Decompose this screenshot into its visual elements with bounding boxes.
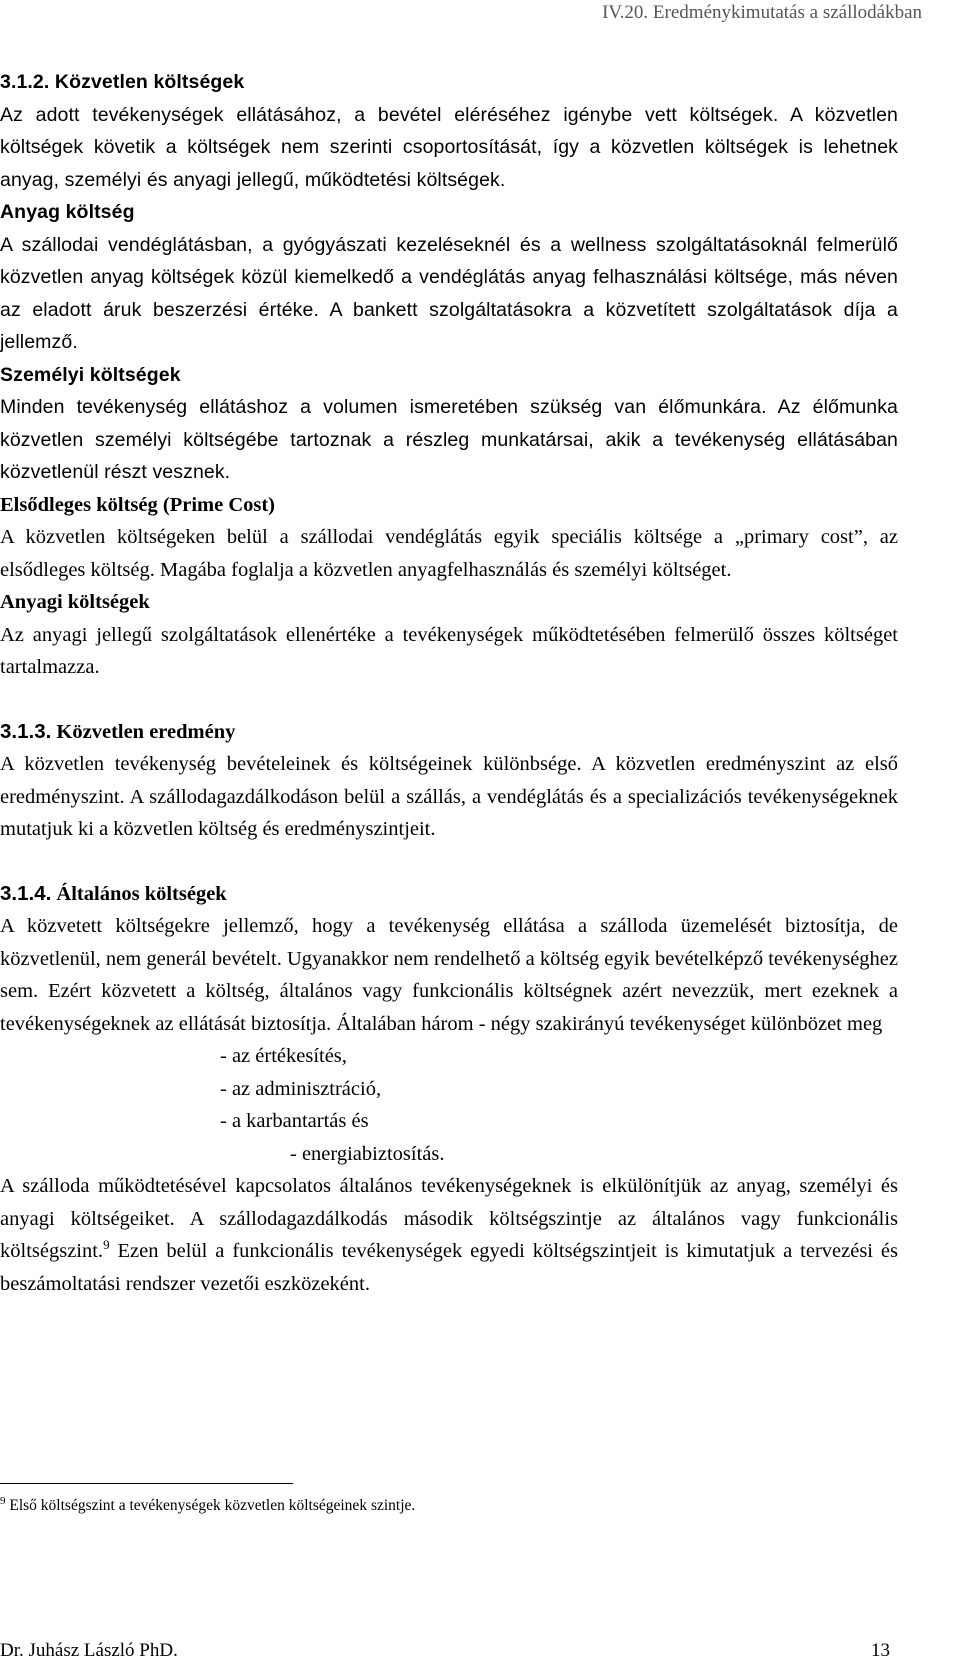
paragraph-closing bbox=[0, 1170, 898, 1300]
section-heading-3-1-4 bbox=[0, 878, 898, 911]
closing-text-part-2: Ezen belül a funkcionális tevékenységek egyedi költségszintjeit is kimutatjuk a tervezési és beszámoltatási rendszer vezetői eszközeként. bbox=[0, 1240, 898, 1295]
subheading-anyag-koltseg: Anyag költség bbox=[0, 201, 135, 223]
paragraph-prime-cost: A közvetlen költségeken belül a szállodai vendéglátás egyik speciális költsége a „primary cost”, az elsődleges költség. Magába foglalja a közvetlen anyagfelhasználás és személyi költséget. bbox=[0, 526, 898, 581]
subheading-szemelyi-koltsegek: Személyi költségek bbox=[0, 363, 181, 386]
footnote-mark: 9 bbox=[0, 1494, 6, 1507]
section-heading-3-1-2 bbox=[0, 66, 898, 99]
paragraph-kozvetlen-eredmeny: A közvetlen tevékenység bevételeinek és költségeinek különbsége. A közvetlen eredményszint az első eredményszint. A szállodagazdálkodáson belül a szállás, a vendéglátás és a specializációs tevékenységeknek mutatjuk ki a közvetlen költség és eredményszintjeit. bbox=[0, 753, 898, 840]
section-heading-3-1-3 bbox=[0, 716, 898, 749]
running-header: IV.20. Eredménykimutatás a szállodákban bbox=[602, 2, 922, 23]
section-gap bbox=[0, 846, 898, 878]
list-item: - az értékesítés, bbox=[220, 1045, 347, 1067]
list-item: - az adminisztráció, bbox=[220, 1077, 382, 1100]
paragraph-kozvetlen-koltsegek: Az adott tevékenységek ellátásához, a bevétel eléréséhez igénybe vett költségek. A közvetlen költségek követik a költségek nem szerinti csoportosítását, így a közvetlen költségek is lehetnek anyag, személyi és anyagi jellegű, működtetési költségek. bbox=[0, 103, 898, 191]
footer-author: Dr. Juhász László PhD. bbox=[0, 1640, 178, 1661]
list-item: - a karbantartás és bbox=[220, 1110, 369, 1132]
footnote-reference[interactable]: 9 bbox=[103, 1237, 110, 1253]
paragraph-altalanos-koltsegek: A közvetett költségekre jellemző, hogy a tevékenység ellátása a szálloda üzemelését biztosítja, de közvetlenül, nem generál bevételt. Ugyanakkor nem rendelhető a költség egyik bevételképző tevékenységhez sem. Ezért közvetett a költség, általános vagy funkcionális költségnek azért nevezzük, mert ezeknek a tevékenységeknek az ellátását biztosítja. Általában három - négy szakirányú tevékenységet különbözet meg bbox=[0, 915, 898, 1035]
list-item: - energiabiztosítás. bbox=[290, 1142, 445, 1165]
subheading-anyagi-koltsegek: Anyagi költségek bbox=[0, 591, 150, 613]
section-gap bbox=[0, 684, 898, 716]
footnote-separator bbox=[0, 1483, 293, 1484]
page-number: 13 bbox=[871, 1640, 890, 1661]
section-title: Közvetlen költségek bbox=[54, 71, 245, 93]
paragraph-szemelyi-koltsegek: Minden tevékenység ellátáshoz a volumen ismeretében szükség van élőmunkára. Az élőmunka közvetlen személyi költségébe tartoznak a részleg munkatársai, akik a tevékenység ellátásában közvetlenül részt vesznek. bbox=[0, 396, 898, 483]
section-number: 3.1.2. bbox=[0, 71, 50, 93]
paragraph-anyag-koltseg: A szállodai vendéglátásban, a gyógyászati kezeléseknél és a wellness szolgáltatásoknál felmerülő közvetlen anyag költségek közül kiemelkedő a vendéglátás anyag felhasználási költsége, más néven az eladott áruk beszerzési értéke. A bankett szolgáltatásokra a közvetített szolgáltatások díja a jellemző. bbox=[0, 233, 898, 353]
footnote bbox=[0, 1496, 415, 1516]
section-title: Közvetlen eredmény bbox=[56, 720, 236, 743]
closing-text-part-1: A szálloda működtetésével kapcsolatos általános tevékenységeknek is elkülönítjük az anyag, személyi és anyagi költségeiket. A szállodagazdálkodás második költségszintje az általános vagy funkcionális költségszint. bbox=[0, 1175, 898, 1262]
section-number: 3.1.3. bbox=[0, 719, 52, 743]
section-title: Általános költségek bbox=[56, 882, 227, 905]
subheading-prime-cost: Elsődleges költség (Prime Cost) bbox=[0, 493, 275, 516]
page-content bbox=[0, 66, 898, 1300]
paragraph-anyagi-koltsegek: Az anyagi jellegű szolgáltatások ellenértéke a tevékenységek működtetésében felmerülő összes költséget tartalmazza. bbox=[0, 623, 898, 678]
footnote-text: Első költségszint a tevékenységek közvetlen költségeinek szintje. bbox=[5, 1497, 416, 1514]
section-number: 3.1.4. bbox=[0, 881, 52, 905]
